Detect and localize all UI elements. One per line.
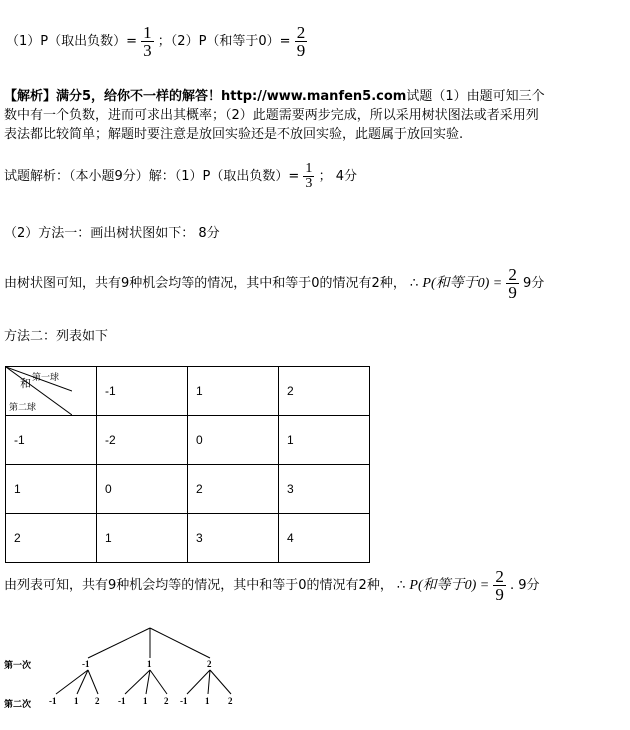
solution-suffix: ； 4分 [318, 169, 357, 184]
tree-conclusion-text: 由树状图可知，共有9种机会均等的情况，其中和等于0的情况有2种， [4, 276, 406, 291]
sum-table [5, 366, 370, 563]
score-label: . 9分 [510, 578, 540, 593]
tree-diagram [0, 620, 630, 730]
analysis-tag: 【解析】满分5，给你不一样的解答！http://www.manfen5.com [4, 89, 407, 104]
answer-part1-fraction [141, 24, 154, 59]
analysis-text-2: 数中有一个负数，进而可求出其概率；（2）此题需要两步完成，所以采用树状图法或者采用列 [4, 108, 539, 123]
tree-level1-label: 第一次 [4, 660, 32, 670]
tree-lines [0, 620, 630, 730]
score-label: 9分 [523, 276, 545, 291]
method2-line [4, 325, 108, 344]
probability-expression: P(和等于0) = [422, 276, 503, 291]
answer-separator: ；（2）P（和等于0）= [157, 34, 291, 49]
table-conclusion-fraction [493, 568, 506, 603]
table-conclusion-text: 由列表可知，共有9种机会均等的情况，其中和等于0的情况有2种， [4, 578, 393, 593]
tree-node-level1: 1 [147, 659, 152, 669]
tree-node-level1: 2 [207, 659, 212, 669]
fraction-numerator: 1 [143, 23, 152, 42]
fraction-denominator: 3 [143, 41, 152, 60]
tree-node-level1: -1 [82, 659, 90, 669]
fraction-denominator: 9 [296, 41, 306, 60]
tree-node-level2: -1 [118, 696, 126, 706]
tree-level2-label: 第二次 [4, 699, 32, 709]
table-cell: 1 [97, 514, 188, 563]
table-cell: 0 [188, 416, 279, 465]
tree-node-level2: -1 [49, 696, 57, 706]
header-first-ball: 第一球 [32, 372, 60, 382]
answer-part2-fraction [295, 24, 308, 59]
solution-fraction [303, 162, 314, 191]
tree-node-level2: 2 [164, 696, 169, 706]
fraction-denominator: 3 [305, 176, 313, 191]
analysis-line-1 [4, 85, 545, 104]
tree-conclusion-line [4, 266, 544, 301]
fraction-numerator: 2 [495, 567, 504, 586]
table-conclusion-line [4, 568, 540, 603]
table-row-label: 2 [6, 514, 97, 563]
table-col-header: 1 [188, 367, 279, 416]
table-col-header: -1 [97, 367, 188, 416]
table-cell: -2 [97, 416, 188, 465]
fraction-numerator: 2 [296, 23, 306, 42]
therefore-symbol: ∴ [396, 578, 406, 593]
analysis-text-3: 表法都比较简单；解题时要注意是放回实验还是不放回实验，此题属于放回实验. [4, 127, 464, 142]
table-cell: 1 [279, 416, 370, 465]
probability-expression: P(和等于0) = [409, 578, 490, 593]
solution-prefix: 试题解析：（本小题9分）解：（1）P（取出负数）= [4, 169, 300, 184]
tree-node-level2: 2 [95, 696, 100, 706]
tree-node-level2: 1 [74, 696, 79, 706]
answer-line [6, 24, 307, 59]
solution-line-1 [4, 162, 357, 191]
tree-node-level2: 1 [205, 696, 210, 706]
answer-part1-prefix: （1）P（取出负数）= [6, 34, 138, 49]
method2-text: 方法二：列表如下 [4, 329, 109, 344]
table-col-header: 2 [279, 367, 370, 416]
table-cell: 4 [279, 514, 370, 563]
tree-node-level2: 1 [143, 696, 148, 706]
table-row-label: 1 [6, 465, 97, 514]
method1-line [4, 222, 220, 241]
header-sum: 和 [20, 378, 31, 390]
table-row-label: -1 [6, 416, 97, 465]
fraction-numerator: 1 [305, 161, 313, 176]
table-cell: 2 [188, 465, 279, 514]
fraction-denominator: 9 [508, 283, 517, 302]
tree-conclusion-fraction [506, 266, 519, 301]
table-header-diagonal [6, 367, 97, 416]
analysis-line-3 [4, 123, 463, 142]
method1-text: （2）方法一：画出树状图如下： 8分 [4, 226, 220, 241]
table-cell: 0 [97, 465, 188, 514]
table-cell: 3 [188, 514, 279, 563]
analysis-text-1: 试题（1）由题可知三个 [406, 89, 545, 104]
therefore-symbol: ∴ [409, 276, 419, 291]
header-second-ball: 第二球 [9, 402, 37, 412]
table-cell: 3 [279, 465, 370, 514]
fraction-denominator: 9 [495, 585, 504, 604]
fraction-numerator: 2 [508, 265, 517, 284]
tree-node-level2: -1 [180, 696, 188, 706]
analysis-line-2 [4, 104, 539, 123]
tree-node-level2: 2 [228, 696, 233, 706]
